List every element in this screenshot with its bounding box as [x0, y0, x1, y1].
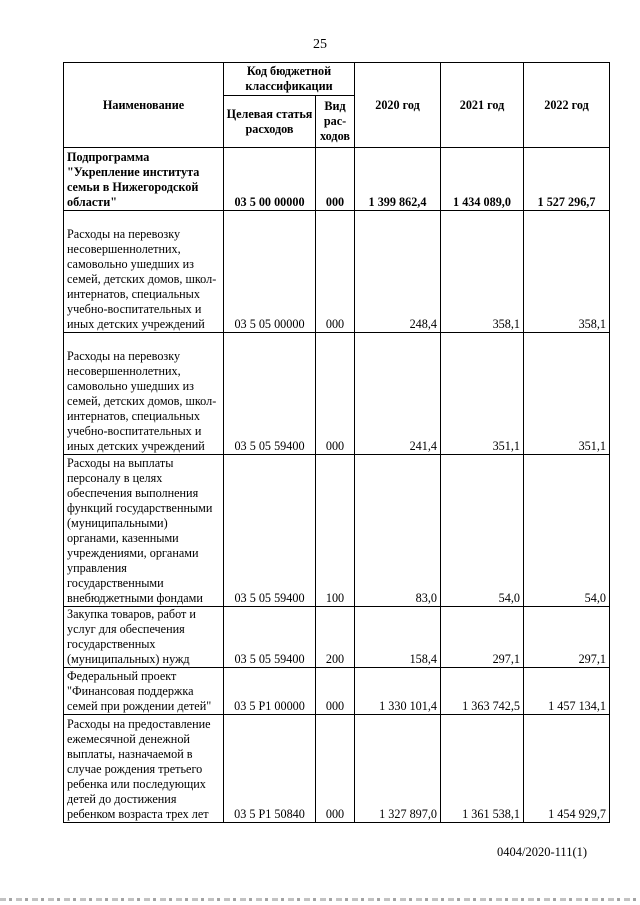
row-2022: 1 457 134,1: [524, 668, 610, 715]
header-2020: 2020 год: [355, 63, 441, 148]
row-2021: 1 361 538,1: [441, 715, 524, 823]
row-kind: 000: [316, 715, 355, 823]
document-code: 0404/2020-111(1): [497, 845, 588, 859]
row-2020: 1 330 101,4: [355, 668, 441, 715]
table-row: [64, 148, 610, 211]
row-2020: 1 327 897,0: [355, 715, 441, 823]
row-kind: 000: [316, 211, 355, 333]
row-2022: 54,0: [524, 455, 610, 607]
row-name: Расходы на перевозку несовершеннолетних, самовольно ушедших из семей, детских домов, школ-интернатов, специальных учебно-воспитательных и иных детских учреждений: [64, 211, 224, 333]
row-2021: 297,1: [441, 607, 524, 668]
row-2020: 241,4: [355, 333, 441, 455]
row-2022: 297,1: [524, 607, 610, 668]
header-expense-kind: Вид рас-ходов: [316, 96, 355, 148]
row-2021: 351,1: [441, 333, 524, 455]
row-2022: 1 527 296,7: [524, 148, 610, 211]
row-kind: 100: [316, 455, 355, 607]
table-row: [64, 211, 610, 333]
row-target: 03 5 05 59400: [224, 455, 316, 607]
row-kind: 000: [316, 148, 355, 211]
row-2021: 1 363 742,5: [441, 668, 524, 715]
header-2022: 2022 год: [524, 63, 610, 148]
table-row: [64, 607, 610, 668]
row-2020: 1 399 862,4: [355, 148, 441, 211]
row-kind: 200: [316, 607, 355, 668]
table-row: [64, 715, 610, 823]
row-kind: 000: [316, 668, 355, 715]
table-row: [64, 668, 610, 715]
row-name: Федеральный проект "Финансовая поддержка семей при рождении детей": [64, 668, 224, 715]
scan-edge-strip: [0, 898, 640, 901]
row-name: Расходы на перевозку несовершеннолетних, самовольно ушедших из семей, детских домов, школ-интернатов, специальных учебно-воспитательных и иных детских учреждений: [64, 333, 224, 455]
table-row: [64, 333, 610, 455]
row-name: Подпрограмма "Укрепление института семьи в Нижегородской области": [64, 148, 224, 211]
row-2020: 83,0: [355, 455, 441, 607]
row-2021: 358,1: [441, 211, 524, 333]
header-target-article: Целевая статья расходов: [224, 96, 316, 148]
table-row: [64, 455, 610, 607]
row-name: Расходы на предоставление ежемесячной денежной выплаты, назначаемой в случае рождения третьего ребенка или последующих детей до достижения ребенком возраста трех лет: [64, 715, 224, 823]
page-number: 25: [313, 37, 327, 52]
row-kind: 000: [316, 333, 355, 455]
header-2021: 2021 год: [441, 63, 524, 148]
row-2022: 1 454 929,7: [524, 715, 610, 823]
row-target: 03 5 00 00000: [224, 148, 316, 211]
header-name: Наименование: [64, 63, 224, 148]
row-2021: 54,0: [441, 455, 524, 607]
row-target: 03 5 P1 00000: [224, 668, 316, 715]
row-2022: 351,1: [524, 333, 610, 455]
row-target: 03 5 P1 50840: [224, 715, 316, 823]
row-name: Закупка товаров, работ и услуг для обеспечения государственных (муниципальных) нужд: [64, 607, 224, 668]
budget-table: [63, 62, 610, 823]
row-target: 03 5 05 00000: [224, 211, 316, 333]
row-target: 03 5 05 59400: [224, 333, 316, 455]
row-name: Расходы на выплаты персоналу в целях обеспечения выполнения функций государственными (муниципальными) органами, казенными учреждениями, органами управления государственными внебюджетными фондами: [64, 455, 224, 607]
header-code-group: Код бюджетной классификации: [224, 63, 355, 96]
row-2021: 1 434 089,0: [441, 148, 524, 211]
row-2020: 158,4: [355, 607, 441, 668]
row-2020: 248,4: [355, 211, 441, 333]
row-2022: 358,1: [524, 211, 610, 333]
row-target: 03 5 05 59400: [224, 607, 316, 668]
